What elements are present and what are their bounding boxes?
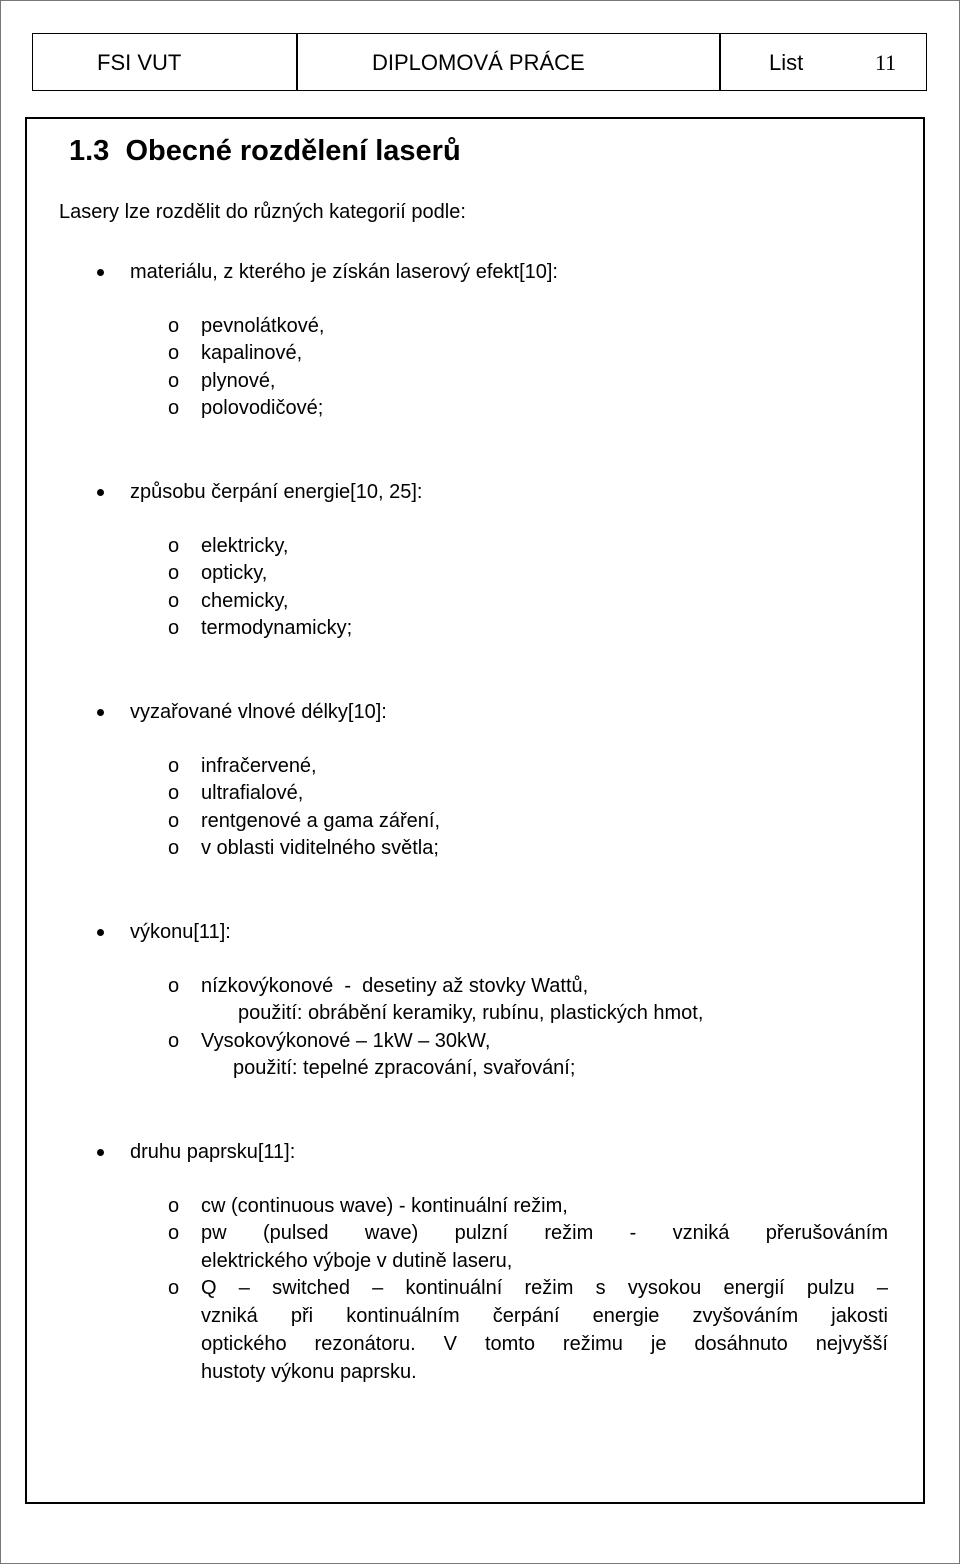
list-item: ultrafialové,	[201, 782, 304, 804]
sub-bullet-icon: o	[168, 535, 180, 557]
list-item: plynové,	[201, 370, 276, 392]
list-item: nízkovýkonové - desetiny až stovky Wattů,	[201, 975, 589, 997]
list-item: infračervené,	[201, 755, 317, 777]
bullet-icon	[97, 929, 104, 936]
list-item: v oblasti viditelného světla;	[201, 837, 439, 859]
sub-bullet-icon: o	[168, 617, 180, 639]
list-item-line: pw (pulsed wave) pulzní režim - vzniká přerušováním	[201, 1222, 888, 1244]
sub-bullet-icon: o	[168, 1222, 180, 1244]
sub-bullet-icon: o	[168, 837, 180, 859]
sub-bullet-icon: o	[168, 397, 180, 419]
list-item-line: Q – switched – kontinuální režim s vysokou energií pulzu –	[201, 1277, 888, 1299]
sub-bullet-icon: o	[168, 1277, 180, 1299]
sub-bullet-icon: o	[168, 1195, 180, 1217]
sub-bullet-icon: o	[168, 590, 180, 612]
usage-note: použití: obrábění keramiky, rubínu, plastických hmot,	[238, 1002, 704, 1024]
list-item: chemicky,	[201, 590, 289, 612]
sub-bullet-icon: o	[168, 315, 180, 337]
list-item: Vysokovýkonové – 1kW – 30kW,	[201, 1030, 491, 1052]
section-title: Obecné rozdělení laserů	[125, 135, 461, 167]
list-item: termodynamicky;	[201, 617, 353, 639]
category-label: způsobu čerpání energie[10, 25]:	[130, 481, 423, 503]
list-item: elektricky,	[201, 535, 289, 557]
category-label: materiálu, z kterého je získán laserový efekt[10]:	[130, 261, 558, 283]
list-item	[201, 1274, 888, 1386]
sub-bullet-icon: o	[168, 1030, 180, 1052]
category-label: vyzařované vlnové délky[10]:	[130, 701, 387, 723]
bullet-icon	[97, 269, 104, 276]
sub-bullet-icon: o	[168, 370, 180, 392]
sub-bullet-icon: o	[168, 755, 180, 777]
sub-bullet-icon: o	[168, 975, 180, 997]
intro-text: Lasery lze rozdělit do různých kategorií podle:	[59, 201, 466, 223]
list-item-line: optického rezonátoru. V tomto režimu je dosáhnuto nejvyšší	[201, 1333, 888, 1355]
header-divider	[296, 34, 298, 90]
list-item-line: elektrického výboje v dutině laseru,	[201, 1250, 513, 1272]
section-number: 1.3	[69, 135, 110, 167]
list-item-line: vzniká při kontinuálním čerpání energie zvyšováním jakosti	[201, 1305, 888, 1327]
list-item: cw (continuous wave) - kontinuální režim,	[201, 1195, 568, 1217]
header-list-label: List	[769, 50, 804, 75]
page-header	[32, 33, 927, 91]
list-item	[201, 1219, 888, 1275]
page-content	[25, 117, 925, 1504]
bullet-icon	[97, 1149, 104, 1156]
bullet-icon	[97, 489, 104, 496]
section-heading	[69, 135, 461, 168]
category-label: výkonu[11]:	[130, 921, 231, 943]
list-item: opticky,	[201, 562, 268, 584]
sub-bullet-icon: o	[168, 810, 180, 832]
list-item: polovodičové;	[201, 397, 324, 419]
category-label: druhu paprsku[11]:	[130, 1141, 296, 1163]
list-item: rentgenové a gama záření,	[201, 810, 441, 832]
sub-bullet-icon: o	[168, 342, 180, 364]
header-page-number: 11	[875, 50, 897, 75]
usage-note: použití: tepelné zpracování, svařování;	[233, 1057, 576, 1079]
list-item-line: hustoty výkonu paprsku.	[201, 1361, 417, 1383]
header-divider	[719, 34, 721, 90]
list-item: pevnolátkové,	[201, 315, 325, 337]
header-school: FSI VUT	[97, 50, 182, 75]
bullet-icon	[97, 709, 104, 716]
sub-bullet-icon: o	[168, 782, 180, 804]
sub-bullet-icon: o	[168, 562, 180, 584]
list-item: kapalinové,	[201, 342, 303, 364]
header-doc-type: DIPLOMOVÁ PRÁCE	[372, 50, 585, 75]
